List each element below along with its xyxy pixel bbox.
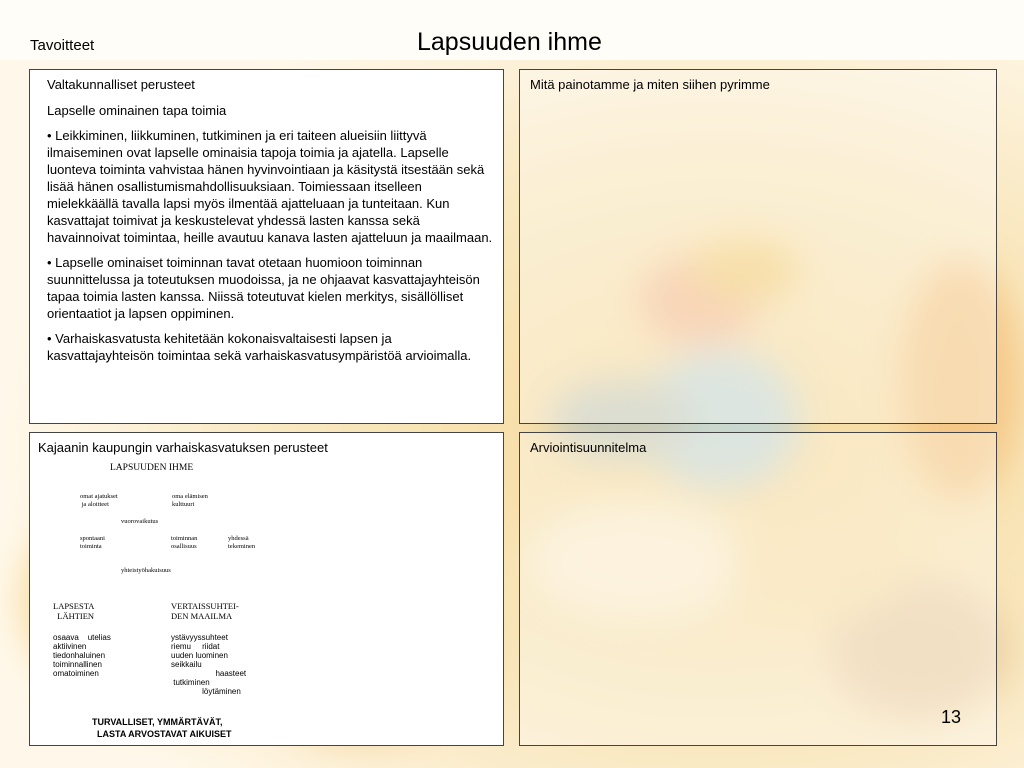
- panel-heading: Arviointisuunnitelma: [530, 440, 647, 455]
- panel-heading: Valtakunnalliset perusteet: [47, 77, 195, 92]
- page-number: 13: [941, 707, 962, 727]
- subheading: Lapselle ominainen tapa toimia: [47, 103, 227, 118]
- panel-emphasis: [519, 69, 997, 424]
- diagram-text: toiminnan osallisuus: [171, 535, 198, 550]
- diagram-heading: VERTAISSUHTEI- DEN MAAILMA: [171, 601, 239, 621]
- panel-body: [47, 102, 495, 372]
- diagram-text: omat ajatukset ja aloitteet: [80, 493, 118, 508]
- panel-heading: Mitä painotamme ja miten siihen pyrimme: [530, 77, 770, 92]
- panel-evaluation-plan: [519, 432, 997, 746]
- diagram-heading: LAPSESTA LÄHTIEN: [53, 601, 95, 621]
- diagram-list: ystävyyssuhteet riemu riidat uuden luominen seikkailu haasteet tutkiminen löytäminen: [171, 633, 247, 696]
- diagram-text: spontaani toiminta: [80, 535, 105, 550]
- panel-heading: Kajaanin kaupungin varhaiskasvatuksen perusteet: [38, 440, 328, 455]
- paragraph: • Varhaiskasvatusta kehitetään kokonaisvaltaisesti lapsen ja kasvattajayhteisön toimintaa sekä varhaiskasvatusympäristöä arvioimalla.: [47, 331, 472, 363]
- diagram-text: oma elämisen kulttuuri: [172, 493, 208, 508]
- diagram-text: yhteistyöhakuisuus: [121, 567, 171, 574]
- diagram-footer: TURVALLISET, YMMÄRTÄVÄT, LASTA ARVOSTAVAT AIKUISET: [92, 717, 232, 739]
- paragraph: • Leikkiminen, liikkuminen, tutkiminen ja eri taiteen alueisiin liittyvä ilmaiseminen ovat lapselle ominaisia tapoja toimia ja ajatella. Lapselle luonteva toiminta vahvistaa hänen hyvinvointiaan ja käsitystä itsestään sekä lisää hänen osallistumismahdollisuuksiaan. Toimiessaan itselleen mielekkäällä tavalla lapsi myös ilmentää ajatteluaan ja tunteitaan. Kun kasvattajat toimivat ja keskustelevat yhdessä lasten kanssa sekä havainnoivat toimintaa, heille avautuu kanava lasten ajatteluun ja maailmaan.: [47, 128, 493, 245]
- diagram-text: yhdessä tekeminen: [228, 535, 256, 550]
- panel-national-guidelines: [29, 69, 504, 424]
- panel-kajaani-guidelines: [29, 432, 504, 746]
- diagram-title: LAPSUUDEN IHME: [110, 463, 194, 473]
- paragraph: • Lapselle ominaiset toiminnan tavat otetaan huomioon toiminnan suunnittelussa ja toteutuksen muodoissa, ja ne ohjaavat kasvattajayhteisön tapaa toimia lasten kanssa. Niissä toteutuvat kielen merkitys, sisällölliset orientaatiot ja lapsen oppiminen.: [47, 255, 480, 321]
- page-title: Lapsuuden ihme: [417, 28, 602, 56]
- diagram-text: vuorovaikutus: [121, 518, 159, 525]
- section-label: Tavoitteet: [30, 37, 95, 54]
- diagram-list: osaava utelias aktiivinen tiedonhaluinen toiminnallinen omatoiminen: [53, 633, 111, 678]
